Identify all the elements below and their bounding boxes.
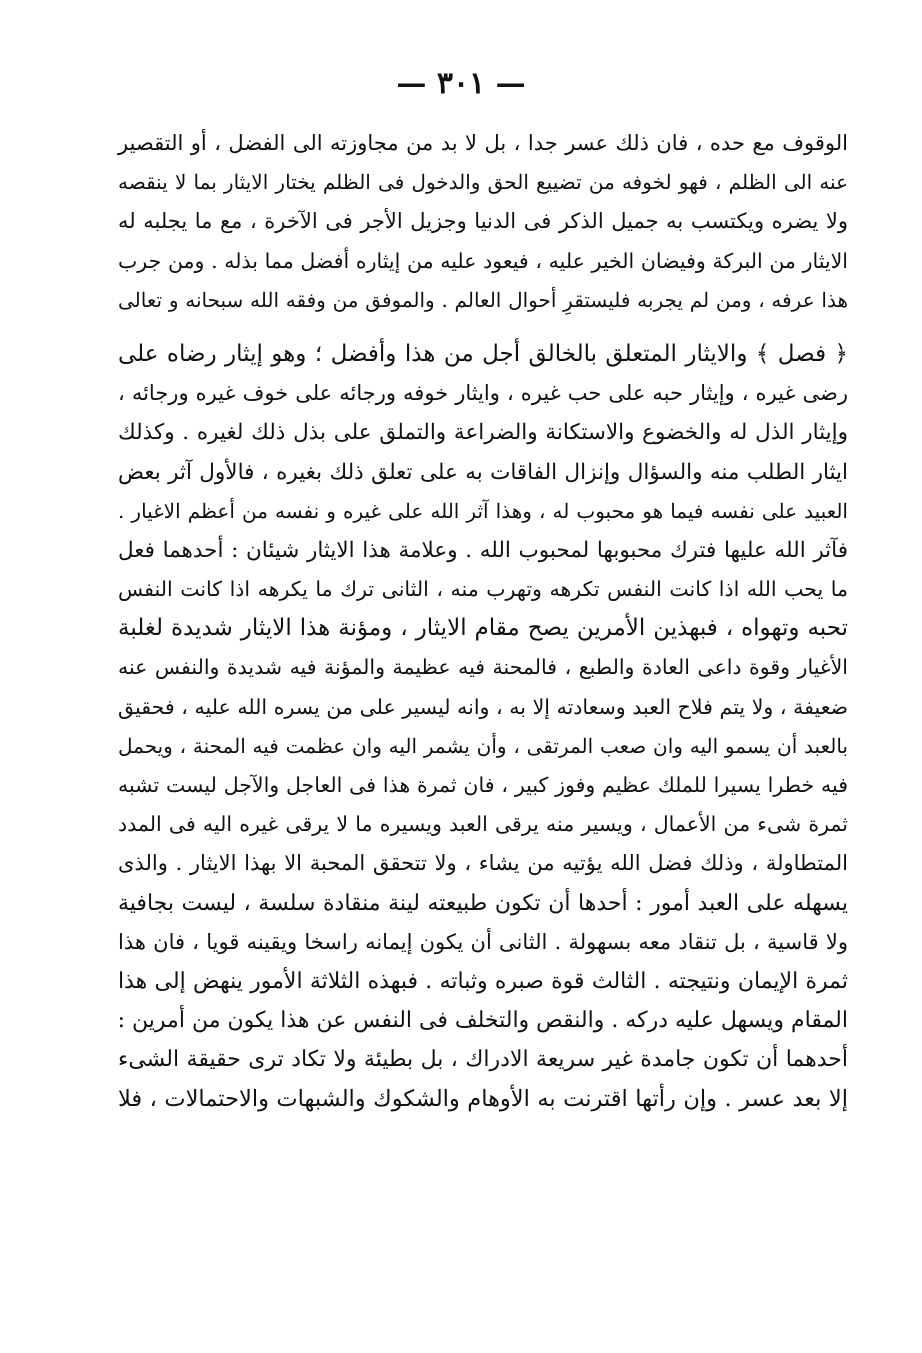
text-line: أحدهما أن تكون جامدة غير سريعة الادراك ، بل بطيئة ولا تكاد ترى حقيقة الشىء bbox=[118, 1047, 848, 1073]
text-line: ضعيفة ، ولا يتم فلاح العبد وسعادته إلا به ، وانه ليسير على من يسره الله عليه ، فحقيق bbox=[118, 694, 848, 719]
text-line: يسهله على العبد أمور : أحدها أن تكون طبيعته لينة منقادة سلسة ، ليست بجافية bbox=[118, 890, 848, 916]
text-line: العبيد على نفسه فيما هو محبوب له ، وهذا آثر الله على غيره و نفسه من أعظم الاغيار . bbox=[118, 498, 848, 523]
text-line: عنه الى الظلم ، فهو لخوفه من تضييع الحق والدخول فى الظلم يختار الايثار بما لا ينقصه bbox=[118, 170, 848, 195]
text-line: الأغيار وقوة داعى العادة والطبع ، فالمحنة فيه عظيمة والمؤنة فيه شديدة والنفس عنه bbox=[118, 655, 848, 680]
text-line: ثمرة شىء من الأعمال ، ويسير منه يرقى العبد ويسيره ما لا يرقى غيره اليه فى المدد bbox=[118, 812, 848, 837]
text-line: هذا عرفه ، ومن لم يجربه فليستقرِ أحوال العالم . والموفق من وفقه الله سبحانه و تعالى bbox=[118, 287, 848, 312]
text-line: وإيثار الذل له والخضوع والاستكانة والضراعة والتملق على بذل ذلك لغيره . وكذلك bbox=[118, 420, 848, 446]
text-line: تحبه وتهواه ، فبهذين الأمرين يصح مقام الايثار ، ومؤنة هذا الايثار شديدة لغلبة bbox=[118, 615, 848, 642]
text-line: ايثار الطلب منه والسؤال وإنزال الفاقات به على تعلق ذلك بغيره ، فالأول آثر بعض bbox=[118, 459, 848, 485]
text-line: بالعبد أن يسمو اليه وان صعب المرتقى ، وأن يشمر اليه وان عظمت فيه المحنة ، ويحمل bbox=[118, 733, 848, 758]
paragraph-1 bbox=[118, 124, 848, 320]
text-line: الوقوف مع حده ، فان ذلك عسر جدا ، بل لا بد من مجاوزته الى الفضل ، أو التقصير bbox=[118, 131, 848, 155]
text-line: ما يحب الله اذا كانت النفس تكرهه وتهرب منه ، الثانى ترك ما يكرهه اذا كانت النفس bbox=[118, 577, 848, 602]
paragraph-gap bbox=[118, 320, 848, 335]
text-line: المقام ويسهل عليه دركه . والنقص والتخلف فى النفس عن هذا يكون من أمرين : bbox=[117, 1008, 848, 1034]
text-line: ولا قاسية ، بل تنقاد معه بسهولة . الثانى أن يكون إيمانه راسخا ويقينه قويا ، فان هذا bbox=[118, 929, 848, 954]
text-line: ﴿ فصل ﴾ والايثار المتعلق بالخالق أجل من هذا وأفضل ؛ وهو إيثار رضاه على bbox=[118, 340, 848, 367]
text-line: إلا بعد عسر . وإن رأتها اقترنت به الأوهام والشكوك والشبهات والاحتمالات ، فلا bbox=[118, 1085, 848, 1112]
text-line: فيه خطرا يسيرا للملك عظيم وفوز كبير ، فان ثمرة هذا فى العاجل والآجل ليست تشبه bbox=[118, 773, 848, 797]
paragraph-2 bbox=[118, 335, 848, 1119]
text-line: المتطاولة ، وذلك فضل الله يؤتيه من يشاء ، ولا تتحقق المحبة الا بهذا الايثار . والذى bbox=[118, 851, 848, 876]
body-text bbox=[118, 124, 848, 1119]
text-line: ولا يضره ويكتسب به جميل الذكر فى الدنيا وجزيل الأجر فى الآخرة ، مع ما يجلبه له bbox=[118, 209, 848, 234]
text-line: ثمرة الإيمان ونتيجته . الثالث قوة صبره وثباته . فبهذه الثلاثة الأمور ينهض إلى هذا bbox=[118, 968, 848, 994]
text-line: فآثر الله عليها فترك محبوبها لمحبوب الله . وعلامة هذا الايثار شيئان : أحدهما فعل bbox=[118, 537, 848, 563]
text-line: الايثار من البركة وفيضان الخير عليه ، فيعود عليه من إيثاره أفضل مما بذله . ومن جرب bbox=[118, 248, 848, 273]
page-number: — ٣٠١ — bbox=[396, 66, 526, 101]
text-line: رضى غيره ، وإيثار حبه على حب غيره ، وايثار خوفه ورجائه على خوف غيره ورجائه ، bbox=[118, 381, 848, 406]
